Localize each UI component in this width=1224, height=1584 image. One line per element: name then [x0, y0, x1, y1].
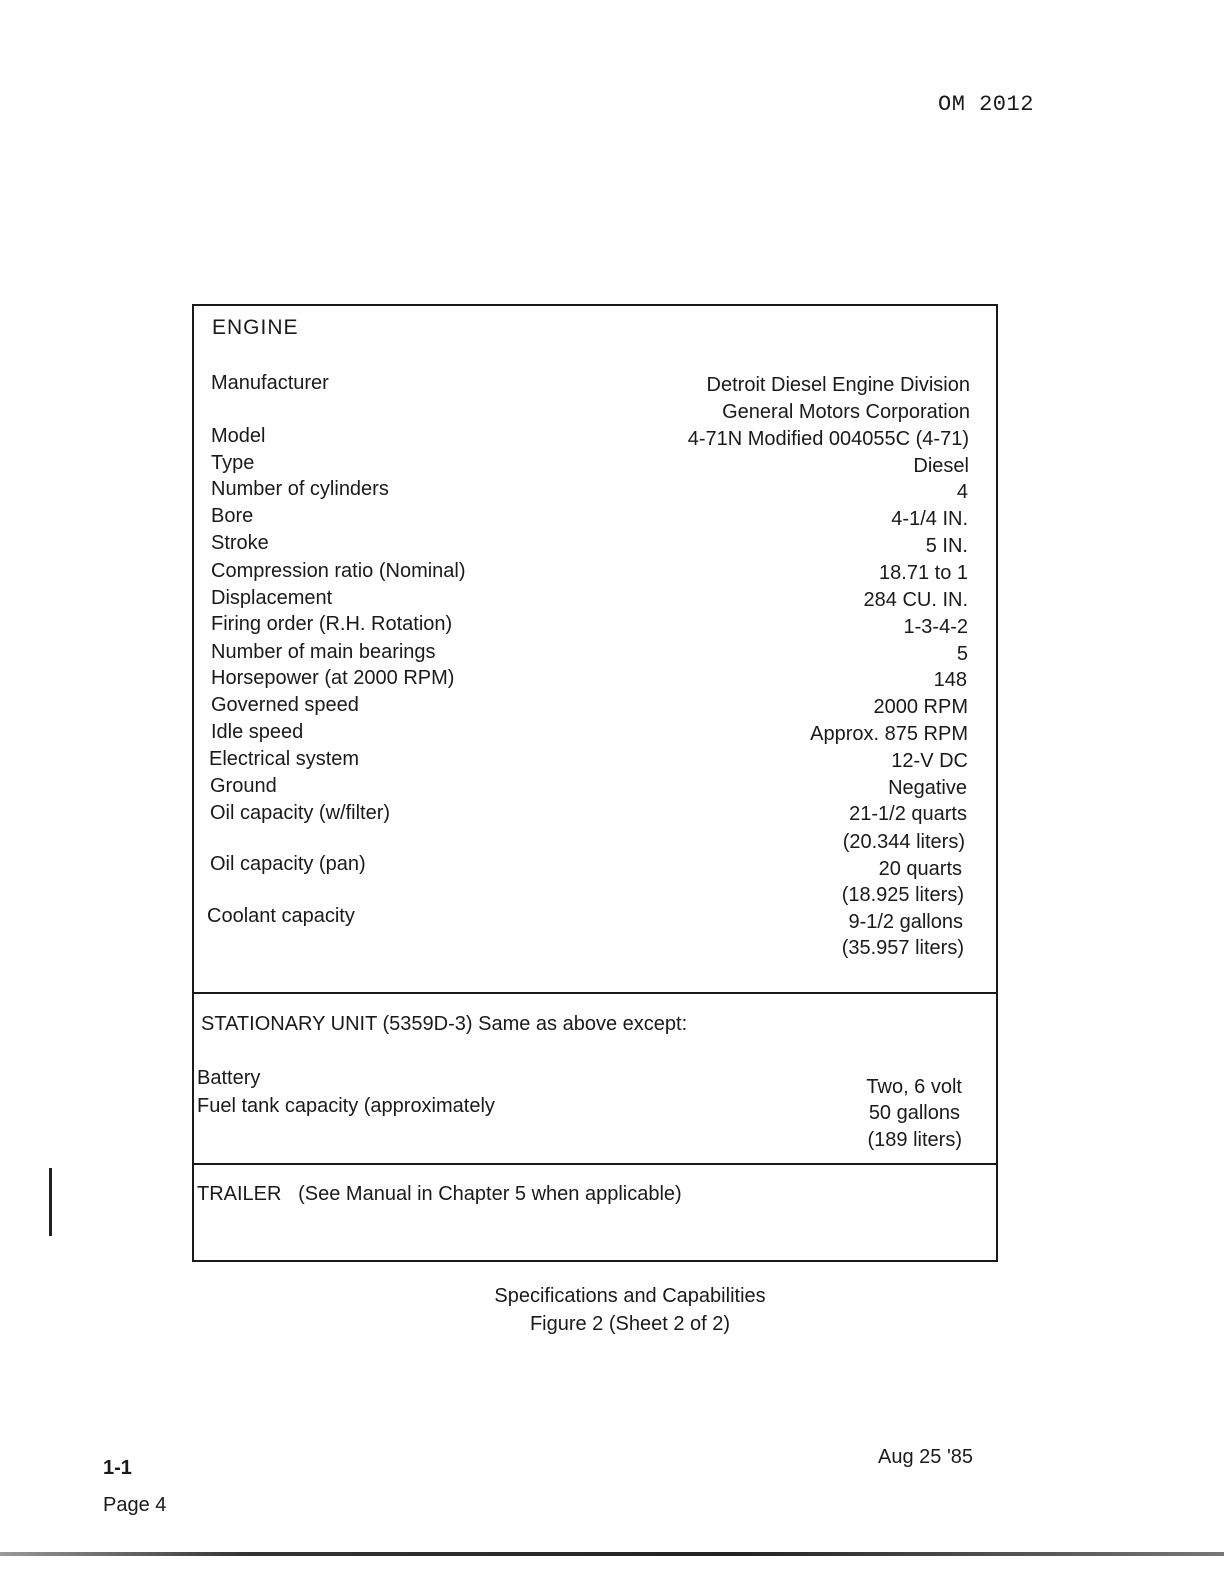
- spec-value-oil-capacity-pan-liters: (18.925 liters): [841, 884, 964, 906]
- spec-value-oil-capacity-filter: 21-1/2 quarts: [849, 803, 967, 825]
- spec-label-ground: Ground: [210, 775, 277, 797]
- spec-value-bore: 4-1/4 IN.: [891, 508, 968, 530]
- spec-label-manufacturer: Manufacturer: [211, 372, 329, 394]
- spec-label-model: Model: [211, 425, 266, 447]
- page-number: Page 4: [103, 1494, 167, 1516]
- spec-label-bore: Bore: [211, 505, 254, 527]
- spec-value-manufacturer-line2: General Motors Corporation: [722, 401, 970, 423]
- figure-caption-title: Specifications and Capabilities: [494, 1285, 766, 1307]
- revision-date: Aug 25 '85: [878, 1446, 974, 1468]
- spec-value-coolant-capacity: 9-1/2 gallons: [848, 911, 963, 933]
- spec-label-oil-capacity-pan: Oil capacity (pan): [210, 853, 366, 875]
- section-divider: [194, 1163, 996, 1165]
- specifications-table: [192, 304, 998, 1262]
- stationary-unit-heading: STATIONARY UNIT (5359D-3) Same as above except:: [201, 1013, 688, 1035]
- spec-value-compression-ratio: 18.71 to 1: [879, 562, 968, 584]
- spec-value-ground: Negative: [888, 777, 967, 799]
- spec-label-type: Type: [211, 452, 255, 474]
- spec-value-horsepower: 148: [933, 669, 967, 691]
- spec-label-cylinders: Number of cylinders: [211, 478, 389, 500]
- engine-heading: ENGINE: [212, 316, 299, 339]
- spec-value-manufacturer-line1: Detroit Diesel Engine Division: [706, 374, 970, 396]
- spec-label-firing-order: Firing order (R.H. Rotation): [211, 613, 453, 635]
- spec-value-main-bearings: 5: [956, 643, 968, 665]
- section-divider: [194, 992, 996, 994]
- spec-value-battery: Two, 6 volt: [866, 1076, 962, 1098]
- margin-mark: [49, 1168, 52, 1236]
- spec-label-main-bearings: Number of main bearings: [211, 641, 436, 663]
- spec-value-stroke: 5 IN.: [925, 535, 968, 557]
- spec-label-compression-ratio: Compression ratio (Nominal): [211, 560, 466, 582]
- spec-label-electrical-system: Electrical system: [209, 748, 360, 770]
- spec-value-displacement: 284 CU. IN.: [863, 589, 968, 611]
- spec-value-idle-speed: Approx. 875 RPM: [810, 723, 968, 745]
- scan-edge: [0, 1552, 1224, 1556]
- spec-value-coolant-capacity-liters: (35.957 liters): [841, 937, 964, 959]
- spec-label-governed-speed: Governed speed: [211, 694, 359, 716]
- spec-value-governed-speed: 2000 RPM: [873, 696, 968, 718]
- spec-value-electrical-system: 12-V DC: [891, 750, 968, 772]
- spec-value-oil-capacity-pan: 20 quarts: [878, 858, 962, 880]
- spec-label-battery: Battery: [197, 1067, 261, 1089]
- spec-label-idle-speed: Idle speed: [211, 721, 304, 743]
- document-number: OM 2012: [938, 92, 1034, 117]
- spec-label-oil-capacity-filter: Oil capacity (w/filter): [210, 802, 391, 824]
- spec-value-cylinders: 4: [956, 481, 968, 503]
- spec-label-horsepower: Horsepower (at 2000 RPM): [211, 667, 455, 689]
- spec-value-model: 4-71N Modified 004055C (4-71): [687, 428, 969, 450]
- spec-value-firing-order: 1-3-4-2: [903, 616, 968, 638]
- spec-label-stroke: Stroke: [211, 532, 269, 554]
- spec-value-type: Diesel: [913, 455, 969, 477]
- figure-caption-number: Figure 2 (Sheet 2 of 2): [529, 1313, 731, 1335]
- spec-value-oil-capacity-filter-liters: (20.344 liters): [842, 831, 965, 853]
- spec-label-displacement: Displacement: [211, 587, 333, 609]
- section-number: 1-1: [103, 1457, 132, 1479]
- spec-value-fuel-tank-capacity: 50 gallons: [868, 1102, 960, 1124]
- trailer-heading: TRAILER (See Manual in Chapter 5 when applicable): [197, 1183, 682, 1205]
- spec-label-coolant-capacity: Coolant capacity: [207, 905, 355, 927]
- spec-value-fuel-tank-capacity-liters: (189 liters): [867, 1129, 962, 1151]
- spec-label-fuel-tank-capacity: Fuel tank capacity (approximately: [197, 1095, 495, 1117]
